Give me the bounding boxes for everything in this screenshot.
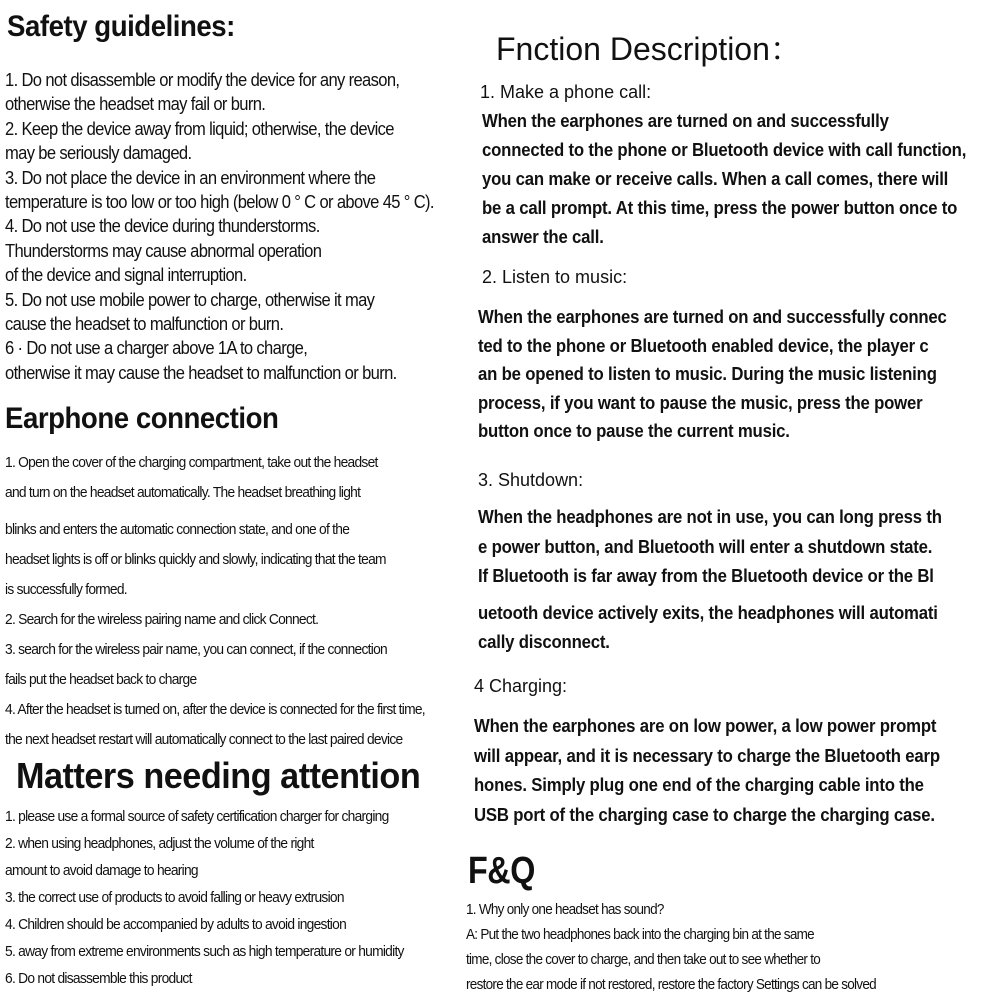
shutdown-line: When the headphones are not in use, you can long press th [478, 507, 942, 527]
charging-section-body [474, 712, 940, 830]
fq-line: restore the ear mode if not restored, restore the factory Settings can be solved [466, 976, 876, 993]
call-line: be a call prompt. At this time, press the power button once to [482, 198, 958, 218]
matters-needing-attention-list [5, 803, 404, 992]
connection-line: the next headset restart will automatically connect to the last paired device [5, 731, 403, 748]
shutdown-line: If Bluetooth is far away from the Bluetooth device or the Bl [478, 566, 934, 586]
earphone-connection-list-a [5, 448, 378, 508]
safety-line: may be seriously damaged. [5, 143, 192, 164]
music-line: button once to pause the current music. [478, 421, 790, 441]
earphone-connection-list-b [5, 515, 425, 755]
charging-section-heading: 4 Charging: [474, 676, 568, 696]
safety-line: Thunderstorms may cause abnormal operation [5, 240, 322, 261]
call-line: When the earphones are turned on and successfully [482, 111, 889, 131]
fq-list [466, 897, 876, 997]
call-line: answer the call. [482, 227, 604, 247]
safety-line: otherwise it may cause the headset to malfunction or burn. [5, 362, 397, 383]
shutdown-section-heading: 3. Shutdown: [478, 470, 584, 490]
connection-line: headset lights is off or blinks quickly and slowly, indicating that the team [5, 551, 386, 568]
connection-line: is successfully formed. [5, 581, 127, 598]
safety-line: 5. Do not use mobile power to charge, otherwise it may [5, 289, 375, 310]
call-section-body [482, 107, 966, 252]
function-description-heading: Fnction Description： [496, 31, 802, 67]
safety-line: cause the headset to malfunction or burn. [5, 314, 284, 335]
safety-line: temperature is too low or too high (below 0 ° C or above 45 ° C). [5, 192, 434, 213]
call-line: you can make or receive calls. When a call comes, there will [482, 169, 949, 189]
connection-line: and turn on the headset automatically. The headset breathing light [5, 484, 361, 501]
matters-needing-attention-heading: Matters needing attention [16, 755, 421, 796]
connection-line: 2. Search for the wireless pairing name and click Connect. [5, 611, 319, 628]
matters-line: 6. Do not disassemble this product [5, 970, 192, 987]
fq-line: time, close the cover to charge, and then take out to see whether to [466, 951, 821, 968]
safety-line: otherwise the headset may fail or burn. [5, 94, 266, 115]
safety-guidelines-list [5, 68, 434, 385]
matters-line: 2. when using headphones, adjust the volume of the right [5, 835, 314, 852]
connection-line: 1. Open the cover of the charging compartment, take out the headset [5, 454, 378, 471]
safety-line: 4. Do not use the device during thunderstorms. [5, 216, 320, 237]
charging-line: When the earphones are on low power, a low power prompt [474, 716, 937, 736]
music-line: ted to the phone or Bluetooth enabled device, the player c [478, 335, 929, 356]
matters-line: amount to avoid damage to hearing [5, 862, 198, 879]
safety-line: 2. Keep the device away from liquid; otherwise, the device [5, 118, 394, 139]
shutdown-line: uetooth device actively exits, the headphones will automati [478, 602, 938, 623]
matters-line: 5. away from extreme environments such as high temperature or humidity [5, 943, 404, 960]
music-line: an be opened to listen to music. During the music listening [478, 364, 937, 384]
matters-line: 3. the correct use of products to avoid falling or heavy extrusion [5, 889, 344, 906]
music-section-heading: 2. Listen to music: [482, 267, 628, 287]
safety-guidelines-heading: Safety guidelines: [7, 10, 235, 43]
fq-heading: F&Q [468, 850, 535, 892]
safety-line: of the device and signal interruption. [5, 265, 247, 286]
matters-line: 4. Children should be accompanied by adults to avoid ingestion [5, 916, 347, 933]
music-section-body [478, 303, 947, 446]
shutdown-line: cally disconnect. [478, 632, 610, 652]
call-section-heading: 1. Make a phone call: [480, 82, 652, 102]
charging-line: will appear, and it is necessary to charge the Bluetooth earp [474, 745, 940, 766]
charging-line: hones. Simply plug one end of the charging cable into the [474, 775, 924, 795]
call-line: connected to the phone or Bluetooth device with call function, [482, 140, 967, 160]
safety-line: 3. Do not place the device in an environment where the [5, 167, 376, 188]
fq-line: 1. Why only one headset has sound? [466, 901, 664, 918]
music-line: When the earphones are turned on and successfully connec [478, 307, 947, 327]
safety-line: 6 · Do not use a charger above 1A to charge, [5, 338, 308, 359]
safety-line: 1. Do not disassemble or modify the device for any reason, [5, 70, 400, 90]
earphone-connection-heading: Earphone connection [5, 402, 279, 435]
connection-line: fails put the headset back to charge [5, 671, 197, 688]
connection-line: 3. search for the wireless pair name, you can connect, if the connection [5, 641, 387, 658]
connection-line: 4. After the headset is turned on, after the device is connected for the first time, [5, 701, 425, 718]
shutdown-line: e power button, and Bluetooth will enter a shutdown state. [478, 536, 933, 557]
matters-line: 1. please use a formal source of safety certification charger for charging [5, 808, 389, 825]
fq-line: A: Put the two headphones back into the charging bin at the same [466, 926, 814, 943]
charging-line: USB port of the charging case to charge the charging case. [474, 804, 935, 825]
connection-line: blinks and enters the automatic connection state, and one of the [5, 521, 350, 538]
music-line: process, if you want to pause the music, press the power [478, 392, 923, 413]
shutdown-section-body [478, 503, 942, 658]
